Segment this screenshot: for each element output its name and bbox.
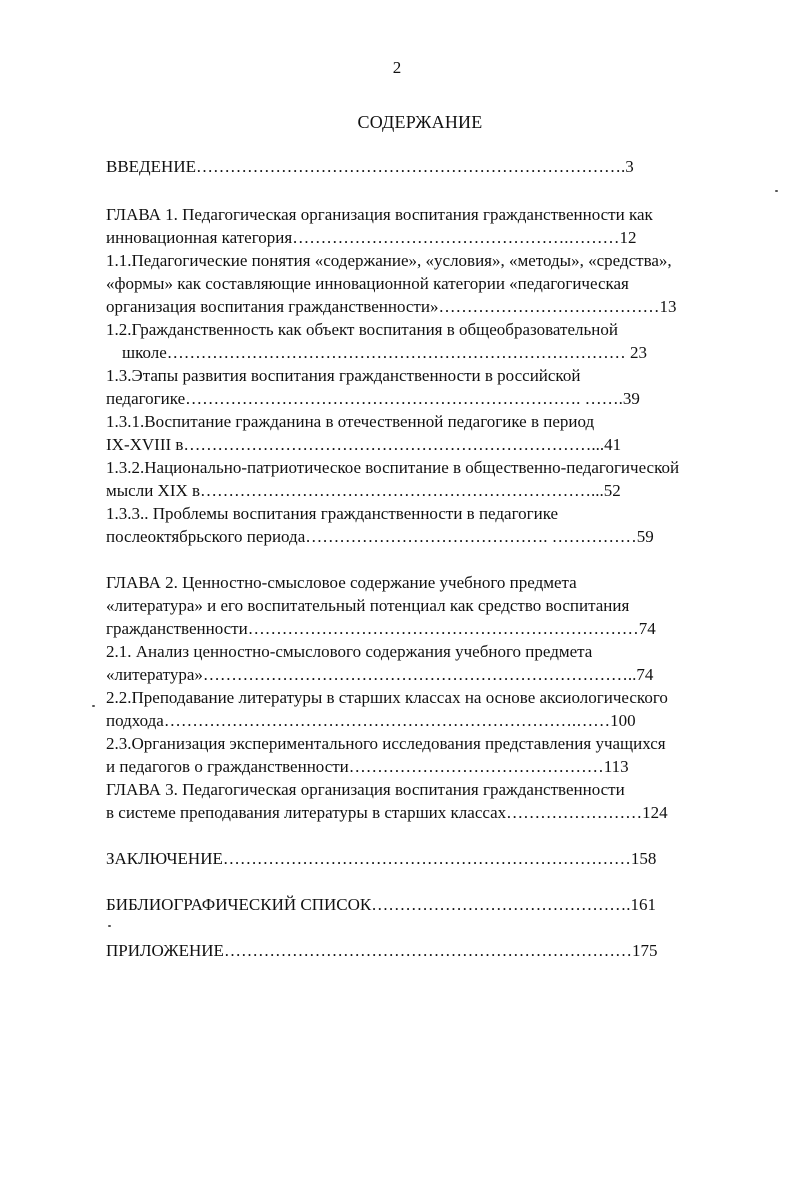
toc-entry-2-2-line-1: 2.2.Преподавание литературы в старших классах на основе аксиологического: [106, 688, 668, 707]
toc-entry-2-2-line-2: подхода……………………………………………………………….……100: [106, 711, 636, 730]
toc-entry-chapter-1-line-2: инновационная категория………………………………………….………12: [106, 228, 637, 247]
toc-entry-1-1-line-2: «формы» как составляющие инновационной категории «педагогическая: [106, 274, 629, 293]
toc-entry-chapter-1-line-1: ГЛАВА 1. Педагогическая организация воспитания гражданственности как: [106, 205, 653, 224]
toc-entry-2-3-line-2: и педагогов о гражданственности………………………………………113: [106, 757, 629, 776]
toc-entry-2-1-line-2: «литература»…………………………………………………………………..74: [106, 665, 654, 684]
toc-entry-1-1-line-1: 1.1.Педагогические понятия «содержание», «условия», «методы», «средства»,: [106, 251, 672, 270]
toc-entry-introduction: ВВЕДЕНИЕ………………………………………………………………….3: [106, 157, 634, 176]
toc-entry-2-3-line-1: 2.3.Организация экспериментального исследования представления учащихся: [106, 734, 666, 753]
toc-entry-1-3-1-line-2: IX-XVIII в………………………………………………………………...41: [106, 435, 622, 454]
toc-entry-1-3-2-line-1: 1.3.2.Национально-патриотическое воспитание в общественно-педагогической: [106, 458, 680, 477]
toc-entry-1-3-3-line-1: 1.3.3.. Проблемы воспитания гражданственности в педагогике: [106, 504, 559, 523]
toc-entry-conclusion: ЗАКЛЮЧЕНИЕ………………………………………………………………158: [106, 849, 657, 868]
toc-entry-1-3-3-line-2: послеоктябрьского периода……………………………………. ……………59: [106, 527, 654, 546]
scan-speck: [108, 925, 111, 927]
toc-entry-1-3-2-line-2: мысли XIX в……………………………………………………………...52: [106, 481, 621, 500]
toc-title: СОДЕРЖАНИЕ: [357, 112, 483, 132]
toc-entry-1-3-line-2: педагогике……………………………………………………………. …….39: [106, 389, 640, 408]
toc-entry-1-3-line-1: 1.3.Этапы развития воспитания гражданственности в российской: [106, 366, 581, 385]
toc-entry-1-2-line-1: 1.2.Гражданственность как объект воспитания в общеобразовательной: [106, 320, 618, 339]
page-number: 2: [392, 58, 402, 77]
toc-entry-1-1-line-3: организация воспитания гражданственности»…………………………………13: [106, 297, 677, 316]
toc-entry-chapter-2-line-3: гражданственности……………………………………………………………74: [106, 619, 656, 638]
toc-entry-chapter-3-line-2: в системе преподавания литературы в старших классах……………………124: [106, 803, 668, 822]
toc-entry-2-1-line-1: 2.1. Анализ ценностно-смыслового содержания учебного предмета: [106, 642, 593, 661]
toc-entry-bibliography: БИБЛИОГРАФИЧЕСКИЙ СПИСОК……………………………………….161: [106, 895, 656, 914]
toc-entry-appendix: ПРИЛОЖЕНИЕ………………………………………………………………175: [106, 941, 658, 960]
scan-speck: [775, 190, 778, 192]
toc-entry-chapter-3-line-1: ГЛАВА 3. Педагогическая организация воспитания гражданственности: [106, 780, 625, 799]
toc-entry-1-3-1-line-1: 1.3.1.Воспитание гражданина в отечественной педагогике в период: [106, 412, 595, 431]
toc-entry-chapter-2-line-2: «литература» и его воспитательный потенциал как средство воспитания: [106, 596, 630, 615]
toc-entry-1-2-line-2: школе……………………………………………………………………… 23: [122, 343, 648, 362]
scan-speck: [92, 705, 95, 707]
toc-entry-chapter-2-line-1: ГЛАВА 2. Ценностно-смысловое содержание учебного предмета: [106, 573, 577, 592]
